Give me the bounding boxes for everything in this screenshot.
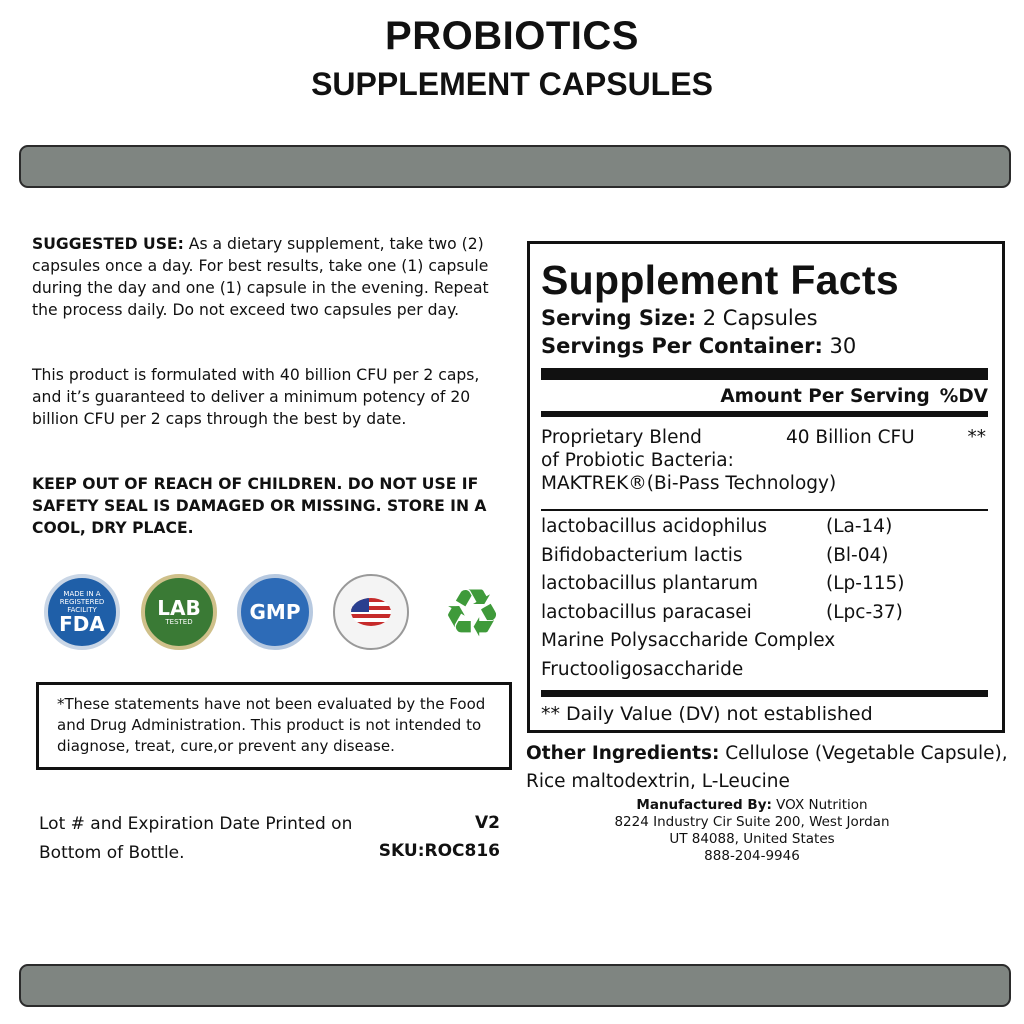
ingredient-name: Bifidobacterium lactis [541,544,743,566]
version-label: V2 [475,813,500,833]
list-item [541,513,988,542]
ingredient-code: (La-14) [826,516,893,537]
lot-expiration-text: Lot # and Expiration Date Printed on Bottom of Bottle. [39,814,353,863]
ingredient-code: (Bl-04) [826,544,889,566]
other-ingredients [526,740,1016,796]
fda-badge-small-text: MADE IN A REGISTERED FACILITY [59,590,105,614]
dv-header: %DV [939,386,988,407]
ingredient-list [541,511,988,686]
manufacturer-name: VOX Nutrition [771,797,868,813]
other-ingredients-text: Cellulose (Vegetable Capsule), Rice maltodextrin, L-Leucine [526,743,1008,792]
blend-line-3: MAKTREK®(Bi-Pass Technology) [541,473,837,494]
ingredient-name: lactobacillus acidophilus [541,516,767,537]
ingredient-name: lactobacillus paracasei [541,601,752,623]
lab-badge-text: LAB [157,596,201,620]
fda-disclaimer: *These statements have not been evaluated by the Food and Drug Administration. This product is not intended to diagnose, treat, cure,or prevent any disease. [36,682,512,770]
recycle-icon: ♻ [442,575,502,652]
proprietary-blend [541,417,988,503]
servings-label: Servings Per Container: [541,334,823,358]
lab-tested-icon [141,574,217,650]
divider-thick [541,368,988,380]
product-title: PROBIOTICS [385,14,639,58]
sku-label: SKU:ROC816 [378,841,500,861]
flag-graphic [351,598,391,626]
blend-dv: ** [967,427,986,448]
manufacturer-label: Manufactured By: [636,797,772,813]
list-item [541,656,988,685]
fda-badge-icon [44,574,120,650]
manufacturer-line [592,797,912,814]
amount-header-row [541,380,988,411]
amount-header: Amount Per Serving [720,386,930,407]
manufacturer-address-1: 8224 Industry Cir Suite 200, West Jordan [614,814,890,830]
serving-size-label: Serving Size: [541,306,697,330]
manufacturer-info [592,797,912,865]
blend-line-2: of Probiotic Bacteria: [541,450,734,471]
formulation-text: This product is formulated with 40 billion CFU per 2 caps, and it’s guaranteed to deliver a minimum potency of 20 billion CFU per 2 caps through the best by date. [32,366,480,428]
servings-value: 30 [822,334,857,358]
ingredient-code: (Lp-115) [826,573,905,594]
usa-flag-icon [333,574,409,650]
ingredient-name: lactobacillus plantarum [541,573,759,594]
list-item [541,627,988,656]
other-ingredients-label: Other Ingredients: [526,743,720,764]
suggested-use-text: As a dietary supplement, take two (2) capsules once a day. For best results, take one (1) capsule during the day and one (1) capsule in the evening. Repeat the process daily. Do not exceed two capsules per day. [32,235,489,319]
gmp-badge-text: GMP [249,600,301,624]
ingredient-name: Fructooligosaccharide [541,658,744,680]
blend-line-1: Proprietary Blend [541,427,702,448]
bottom-color-bar [19,964,1011,1007]
list-item [541,599,988,628]
manufacturer-phone: 888-204-9946 [704,848,800,864]
supplement-facts-panel [527,241,1005,733]
servings-per-container [541,332,988,360]
ingredient-name: Marine Polysaccharide Complex [541,630,836,651]
facts-title: Supplement Facts [541,257,899,303]
lab-badge-small-text: TESTED [165,618,193,626]
warning-text: KEEP OUT OF REACH OF CHILDREN. DO NOT USE IF SAFETY SEAL IS DAMAGED OR MISSING. STORE IN A COOL, DRY PLACE. [32,475,487,537]
fda-badge-text: FDA [59,612,105,636]
ingredient-code: (Lpc-37) [826,601,903,623]
dv-note: ** Daily Value (DV) not established [541,703,873,725]
list-item [541,570,988,599]
serving-size [541,304,988,332]
gmp-badge-icon [237,574,313,650]
divider-bottom [541,690,988,697]
product-subtitle: SUPPLEMENT CAPSULES [311,66,713,102]
list-item [541,542,988,571]
serving-size-value: 2 Capsules [696,306,818,330]
suggested-use-label: SUGGESTED USE: [32,235,184,253]
blend-amount: 40 Billion CFU [786,427,915,448]
suggested-use [32,233,512,321]
manufacturer-address-2: UT 84088, United States [669,831,835,847]
top-color-bar [19,145,1011,188]
